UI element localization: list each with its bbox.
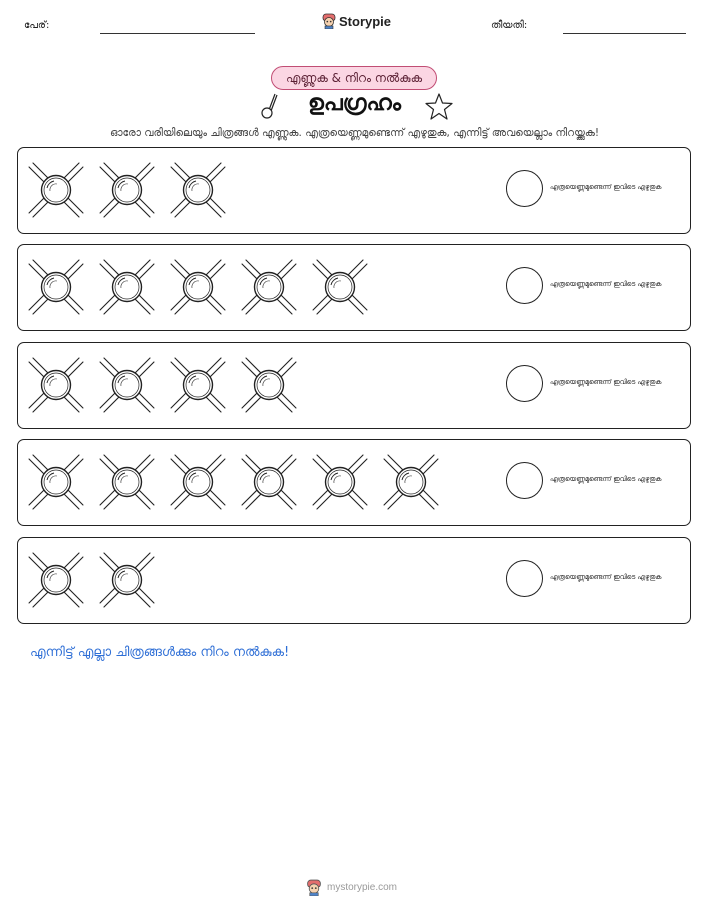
satellite-icon <box>171 260 225 314</box>
answer-label: എത്രയെണ്ണമുണ്ടെന്ന് ഇവിടെ എഴുതുക <box>550 475 662 483</box>
satellite-icon <box>242 260 296 314</box>
answer-circle[interactable] <box>506 462 543 499</box>
brand-name: Storypie <box>339 13 392 29</box>
name-line[interactable] <box>100 33 255 34</box>
satellite-icon <box>29 455 83 509</box>
satellite-icon <box>29 163 83 217</box>
satellite-icon <box>242 455 296 509</box>
instructions: ഓരോ വരിയിലെയും ചിത്രങ്ങൾ എണ്ണുക. എത്രയെണ്ണമുണ്ടെന്ന് എഴുതുക, എന്നിട്ട് അവയെല്ലാം നിറയ്ക്കുക! <box>109 127 600 139</box>
answer-circle[interactable] <box>506 170 543 207</box>
storypie-mascot-icon <box>306 879 322 896</box>
footer <box>306 879 397 896</box>
answer-circle[interactable] <box>506 560 543 597</box>
date-line[interactable] <box>563 33 686 34</box>
satellite-icon <box>29 260 83 314</box>
satellite-icon <box>100 455 154 509</box>
satellite-icon <box>100 163 154 217</box>
satellite-icon <box>171 455 225 509</box>
count-row-2 <box>17 244 691 331</box>
count-row-3 <box>17 342 691 429</box>
count-row-5 <box>17 537 691 624</box>
star-icon <box>424 92 454 122</box>
satellite-icon <box>100 358 154 412</box>
satellite-icon <box>242 358 296 412</box>
answer-circle[interactable] <box>506 267 543 304</box>
name-label: പേര്: <box>24 20 50 31</box>
count-row-1 <box>17 147 691 234</box>
page-title: ഉപഗ്രഹം <box>308 91 401 116</box>
brand-logo <box>322 13 391 29</box>
satellite-icon <box>171 358 225 412</box>
answer-label: എത്രയെണ്ണമുണ്ടെന്ന് ഇവിടെ എഴുതുക <box>550 183 662 191</box>
answer-circle[interactable] <box>506 365 543 402</box>
satellite-icon <box>29 358 83 412</box>
count-row-4 <box>17 439 691 526</box>
answer-label: എത്രയെണ്ണമുണ്ടെന്ന് ഇവിടെ എഴുതുക <box>550 280 662 288</box>
satellite-group <box>26 257 506 317</box>
date-label: തീയതി: <box>491 20 528 31</box>
coloring-instruction: എന്നിട്ട് എല്ലാ ചിത്രങ്ങൾക്കും നിറം നൽകുക! <box>30 645 290 660</box>
satellite-group <box>26 160 506 220</box>
answer-label: എത്രയെണ്ണമുണ്ടെന്ന് ഇവിടെ എഴുതുക <box>550 378 662 386</box>
satellite-icon <box>29 553 83 607</box>
storypie-mascot-icon <box>322 13 336 29</box>
satellite-icon <box>313 455 367 509</box>
satellite-group <box>26 452 506 512</box>
satellite-icon <box>100 260 154 314</box>
activity-badge: എണ്ണുക & നിറം നൽകുക <box>271 66 437 90</box>
satellite-group <box>26 550 506 610</box>
answer-label: എത്രയെണ്ണമുണ്ടെന്ന് ഇവിടെ എഴുതുക <box>550 573 662 581</box>
satellite-group <box>26 355 506 415</box>
footer-site: mystorypie.com <box>327 882 398 893</box>
satellite-icon <box>171 163 225 217</box>
satellite-icon <box>384 455 438 509</box>
satellite-icon <box>100 553 154 607</box>
satellite-icon <box>313 260 367 314</box>
